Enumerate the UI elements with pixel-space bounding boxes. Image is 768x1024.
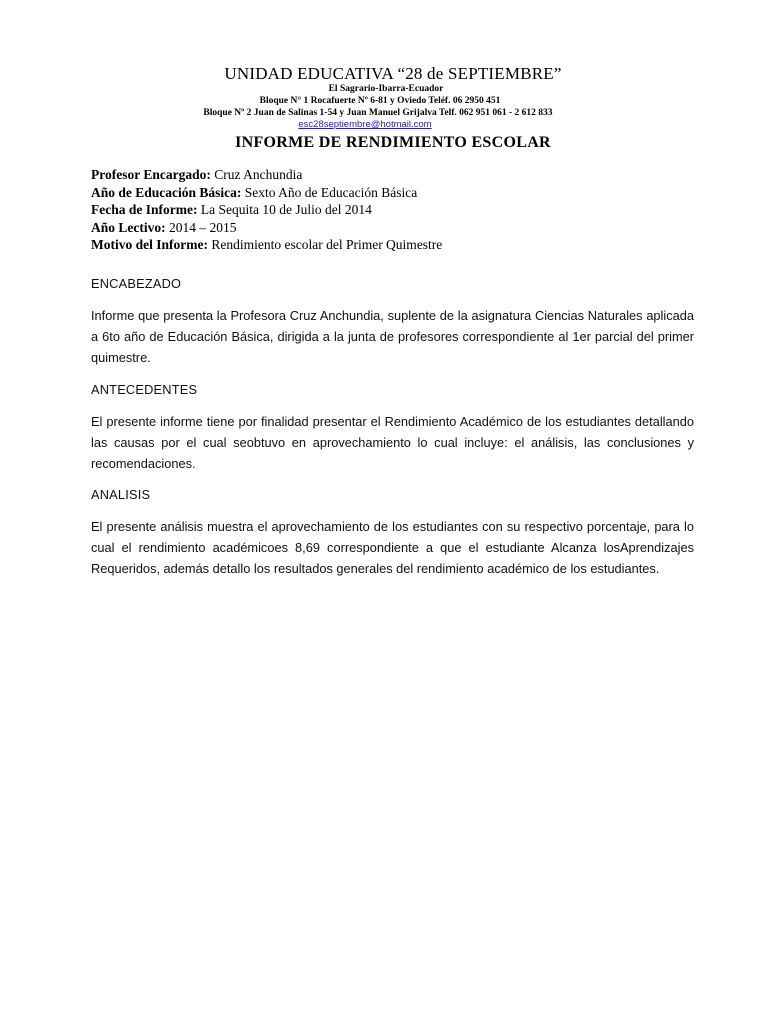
section-text-analisis: El presente análisis muestra el aprovechamiento de los estudiantes con su respectivo porcentaje, para lo cual el rendimiento académicoes 8,69 correspondiente a que el estudiante Alcanza losAprendizajes Requeridos, además detallo los resultados generales del rendimiento académico de los estudiantes.	[91, 519, 694, 576]
field-motivo	[91, 236, 442, 254]
field-value: 2014 – 2015	[165, 219, 237, 235]
field-ano-educacion	[91, 184, 442, 202]
address-line-3: Bloque Nº 2 Juan de Salinas 1-54 y Juan Manuel Grijalva Telf. 062 951 061 - 2 612 833	[203, 108, 553, 118]
field-fecha	[91, 201, 442, 219]
school-name: UNIDAD EDUCATIVA “28 de SEPTIEMBRE”	[224, 64, 562, 83]
address-line-2: Bloque N° 1 Rocafuerte Nº 6-81 y Oviedo Teléf. 06 2950 451	[259, 96, 501, 106]
section-heading-analisis: ANALISIS	[91, 487, 151, 502]
report-title: INFORME DE RENDIMIENTO ESCOLAR	[235, 134, 551, 151]
field-value: Sexto Año de Educación Básica	[241, 184, 418, 200]
report-fields	[91, 166, 442, 254]
school-email-link[interactable]: esc28septiembre@hotmail.com	[298, 119, 432, 130]
section-heading-encabezado: ENCABEZADO	[91, 276, 182, 291]
field-label: Año de Educación Básica:	[91, 184, 242, 200]
address-line-1: El Sagrario-Ibarra-Ecuador	[328, 84, 444, 94]
field-value: Rendimiento escolar del Primer Quimestre	[207, 237, 443, 252]
field-profesor	[91, 166, 442, 184]
field-label: Profesor Encargado:	[91, 167, 211, 182]
field-value: La Sequita 10 de Julio del 2014	[197, 202, 372, 217]
section-text-encabezado: Informe que presenta la Profesora Cruz Anchundia, suplente de la asignatura Ciencias Naturales aplicada a 6to año de Educación Básica, dirigida a la junta de profesores correspondiente al 1er parcial del primer quimestre.	[91, 308, 694, 365]
field-ano-lectivo	[91, 219, 442, 237]
field-value: Cruz Anchundia	[210, 167, 303, 182]
field-label: Motivo del Informe:	[91, 237, 208, 252]
section-heading-antecedentes: ANTECEDENTES	[91, 382, 198, 397]
section-text-antecedentes: El presente informe tiene por finalidad presentar el Rendimiento Académico de los estudiantes detallando las causas por el cual seobtuvo en aprovechamiento lo cual incluye: el análisis, las conclusiones y recomendaciones.	[91, 414, 694, 471]
field-label: Fecha de Informe:	[91, 202, 198, 217]
field-label: Año Lectivo:	[91, 219, 166, 235]
